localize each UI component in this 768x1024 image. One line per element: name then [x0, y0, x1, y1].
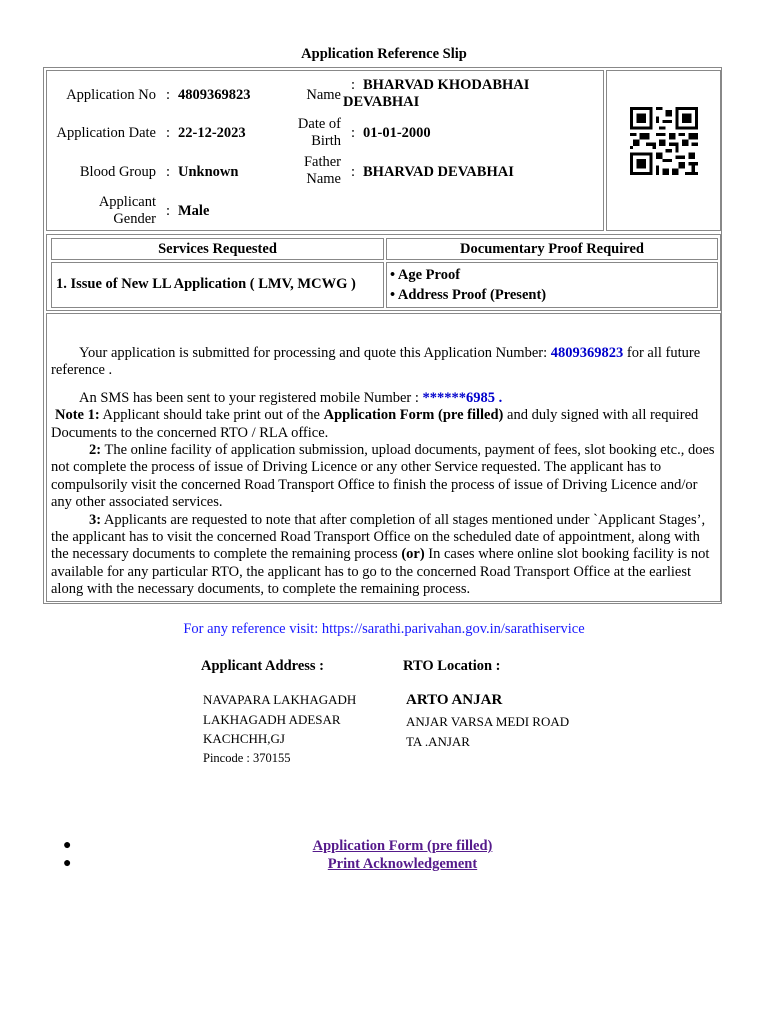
list-item [0, 838, 768, 856]
reference-link-text: For any reference visit: https://sarathi.parivahan.gov.in/sarathiservice [183, 621, 585, 637]
note1-text-a: Applicant should take print out of the [102, 407, 320, 424]
address-line: KACHCHH,GJ [203, 731, 285, 746]
proof-item-address: • Address Proof (Present) [390, 287, 547, 303]
page-title: Application Reference Slip [301, 46, 467, 62]
dob-label-line1: Date of [297, 116, 341, 132]
sms-text: An SMS has been sent to your registered mobile Number : [79, 389, 419, 406]
note3-text-b: In cases where online slot booking facility is not available for any particular RTO, the applicant has to go to the concerned Road Transport Office at the earliest along with the necessary documents, to complete the remaining process. [51, 546, 710, 598]
father-name-value: BHARVAD DEVABHAI [363, 164, 514, 180]
father-name-label [277, 154, 341, 188]
proof-item-age: • Age Proof [390, 267, 461, 283]
gender-label-line2: Gender [113, 211, 156, 227]
service-cell [51, 262, 384, 308]
blood-group-label: Blood Group [79, 164, 156, 180]
future-reference-text: for all future reference . [51, 345, 701, 379]
father-label-line1: Father [303, 154, 341, 170]
qr-box [606, 70, 721, 231]
name-label: Name [306, 87, 341, 103]
note1-text-b: and duly signed with all required Documents to the concerned RTO / RLA office. [51, 407, 699, 441]
colon: : [166, 125, 171, 141]
list-item [0, 856, 768, 874]
applicant-details-box [46, 70, 604, 231]
print-acknowledgement-link[interactable]: Print Acknowledgement [327, 856, 478, 872]
rto-address-line: TA .ANJAR [406, 733, 470, 749]
name-value-line1: BHARVAD KHODABHAI [363, 77, 530, 93]
note3-or: (or) [401, 546, 425, 563]
application-form-link[interactable]: Application Form (pre filled) [312, 838, 493, 854]
note1-form-name: Application Form (pre filled) [323, 407, 504, 424]
qr-code-icon [630, 107, 698, 175]
name-value-line2: DEVABHAI [343, 94, 420, 110]
applicant-address-heading: Applicant Address : [201, 658, 325, 674]
dob-label [277, 116, 341, 150]
app-no-label: Application No [66, 87, 156, 103]
rto-name: ARTO ANJAR [406, 692, 503, 708]
note3-text-a: Applicants are requested to note that after completion of all stages mentioned under `Applicant Stages’, the applicant has to visit the concerned Road Transport Office on the scheduled date of appointment, along with the necessary documents to complete the remaining process [51, 511, 706, 563]
submitted-text: Your application is submitted for processing and quote this Application Number: [79, 345, 548, 361]
notes-box [46, 313, 721, 602]
app-no-value: 4809369823 [178, 87, 251, 103]
note2-label: 2: [89, 442, 102, 459]
bullet-icon: ● [63, 856, 72, 871]
address-line: NAVAPARA LAKHAGADH [203, 692, 357, 707]
dob-label-line2: Birth [311, 133, 341, 149]
services-requested-header: Services Requested [51, 238, 384, 260]
colon: : [166, 87, 171, 103]
services-box [46, 234, 721, 311]
colon: : [351, 164, 356, 180]
bullet-icon: ● [63, 838, 72, 853]
father-label-line2: Name [306, 171, 341, 187]
rto-location-heading: RTO Location : [403, 658, 501, 674]
proof-cell [386, 262, 718, 308]
notes-text [51, 345, 715, 599]
dob-value: 01-01-2000 [363, 125, 431, 141]
action-links-list [0, 838, 768, 874]
gender-value: Male [178, 203, 210, 219]
note1-label: Note 1: [55, 407, 100, 424]
colon: : [351, 125, 356, 141]
service-item: 1. Issue of New LL Application ( LMV, MCWG ) [56, 276, 356, 292]
rto-address-line: ANJAR VARSA MEDI ROAD [406, 714, 570, 729]
applicant-address [203, 690, 356, 768]
app-date-label: Application Date [56, 125, 156, 141]
address-pincode: Pincode : 370155 [203, 750, 291, 765]
note2-text: The online facility of application submission, upload documents, payment of fees, slot booking etc., does not complete the process of issue of Driving Licence or any other Service requested. The applicant has to compulsorily visit the concerned Road Transport Office to finish the process of issue of Driving Licence and/or any other associated services. [51, 442, 715, 511]
colon: : [166, 203, 171, 219]
mobile-number-masked: ******6985 . [422, 389, 503, 406]
gender-label [47, 194, 156, 228]
gender-label-line1: Applicant [98, 194, 156, 210]
slip-container [43, 67, 722, 604]
blood-group-value: Unknown [178, 164, 239, 180]
address-line: LAKHAGADH ADESAR [203, 711, 341, 727]
documentary-proof-header: Documentary Proof Required [386, 238, 718, 260]
colon: : [351, 77, 356, 93]
colon: : [166, 164, 171, 180]
application-number-highlight: 4809369823 [550, 345, 624, 361]
note3-label: 3: [89, 511, 102, 528]
app-date-value: 22-12-2023 [178, 125, 246, 141]
rto-address [406, 712, 569, 751]
